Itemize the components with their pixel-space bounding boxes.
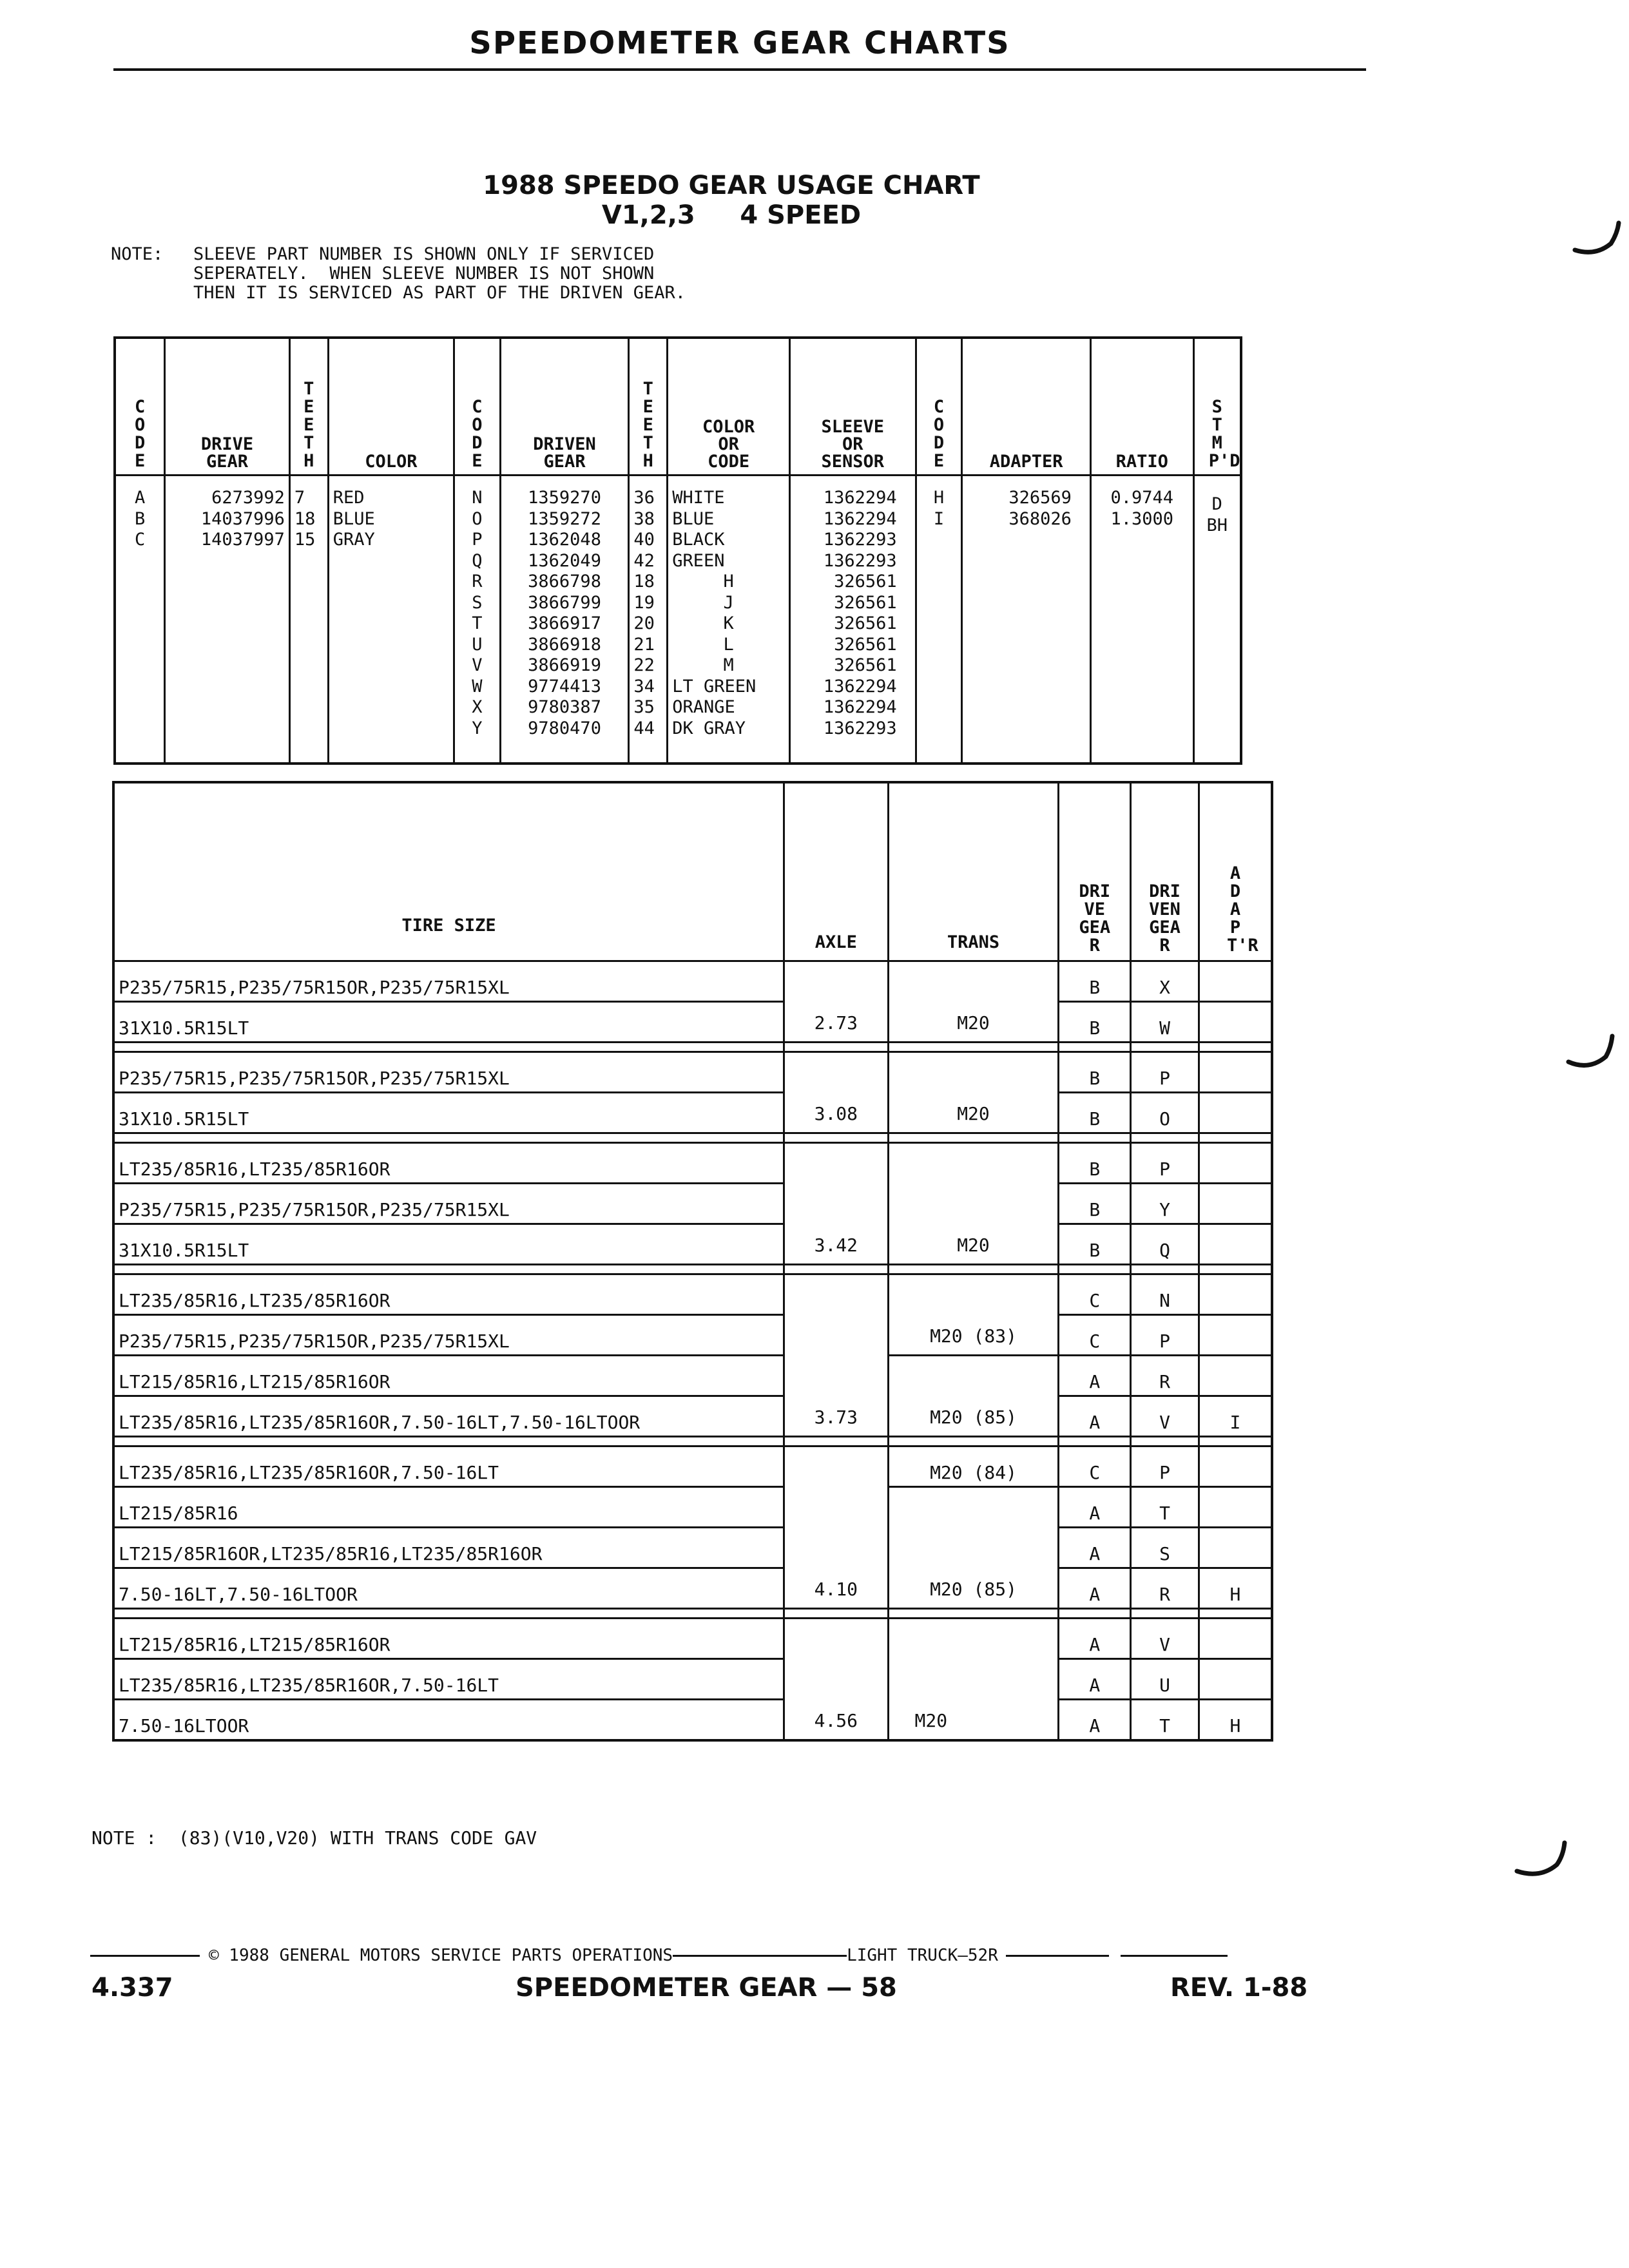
driven-gear-number: 3866798 — [528, 572, 601, 591]
drive-gear-code: A — [1059, 1396, 1131, 1437]
page-section: SPEEDOMETER GEAR — 58 — [516, 1973, 897, 2003]
driven-teeth: 42 — [633, 550, 655, 571]
footer-rule — [673, 1955, 847, 1957]
trans-code: M20 — [888, 1052, 1059, 1133]
header-teeth-2: TEETH — [629, 338, 668, 476]
driven-teeth: 20 — [633, 613, 655, 633]
table-row — [113, 1184, 1272, 1224]
usage-chart-title — [361, 171, 1102, 230]
group-separator — [113, 1043, 1272, 1052]
header-color: COLOR — [328, 338, 454, 476]
tire-size: P235/75R15,P235/75R15OR,P235/75R15XL — [113, 1315, 784, 1356]
sleeve-number: 326561 — [834, 572, 897, 591]
driven-code: O — [472, 508, 483, 529]
driven-code: V — [472, 655, 483, 675]
tire-size: LT215/85R16,LT215/85R16OR — [113, 1356, 784, 1396]
tire-header-row — [113, 782, 1272, 961]
driven-color: GREEN — [672, 550, 725, 571]
table-row — [113, 1487, 1272, 1528]
note-line: SEPERATELY. WHEN SLEEVE NUMBER IS NOT SHOWN — [193, 264, 655, 284]
sleeve-number: 1362294 — [823, 697, 897, 717]
trans-code: M20 — [888, 961, 1059, 1043]
driven-gear-code: O — [1131, 1093, 1199, 1133]
sleeve-number: 326561 — [834, 613, 897, 633]
adapter-code-column — [916, 476, 962, 764]
driven-color: BLUE — [672, 508, 715, 529]
axle-ratio: 2.73 — [784, 961, 888, 1043]
note-label: NOTE: — [111, 244, 164, 264]
trans-note: NOTE : (83)(V10,V20) WITH TRANS CODE GAV — [92, 1827, 537, 1849]
driven-gear-code: Q — [1131, 1224, 1199, 1265]
drive-code-column — [115, 476, 165, 764]
footer-copyright-line — [90, 1946, 1340, 1965]
adapter-code — [1199, 1184, 1272, 1224]
tire-size: P235/75R15,P235/75R15OR,P235/75R15XL — [113, 1184, 784, 1224]
tire-size-table — [112, 781, 1273, 1742]
drive-teeth: 18 — [294, 508, 316, 529]
driven-teeth: 21 — [633, 634, 655, 655]
driven-color: DK GRAY — [672, 718, 746, 738]
note-line: THEN IT IS SERVICED AS PART OF THE DRIVEN GEAR. — [193, 283, 686, 303]
drive-gear-code: A — [1059, 1700, 1131, 1741]
tire-table-body — [113, 961, 1272, 1741]
usage-header-row — [115, 338, 1241, 476]
driven-gear-number: 3866917 — [528, 613, 601, 633]
header-drive-gear: DRIVE GEAR — [165, 338, 290, 476]
stmpd-column — [1193, 476, 1241, 764]
group-separator — [113, 1437, 1272, 1446]
page-header — [113, 21, 1366, 71]
group-separator — [113, 1609, 1272, 1619]
tire-size: LT235/85R16,LT235/85R16OR — [113, 1274, 784, 1315]
margin-mark — [1566, 1031, 1617, 1076]
tire-size: 7.50-16LTOOR — [113, 1700, 784, 1741]
driven-code: W — [472, 676, 483, 697]
trans-code: M20 (85) — [888, 1487, 1059, 1609]
table-row — [113, 961, 1272, 1002]
ratio-value: 1.3000 — [1110, 508, 1173, 529]
adapter-code — [1199, 1143, 1272, 1184]
driven-teeth: 22 — [633, 655, 655, 675]
drive-gear-code: A — [1059, 1487, 1131, 1528]
adapter-code: H — [933, 488, 945, 508]
drive-code: B — [134, 508, 146, 529]
tire-size: LT215/85R16 — [113, 1487, 784, 1528]
drive-teeth: 7 — [294, 488, 305, 508]
sleeve-number: 1362294 — [823, 488, 897, 508]
driven-teeth: 19 — [633, 592, 655, 613]
sleeve-number: 326561 — [834, 592, 897, 613]
header-teeth: TEETH — [289, 338, 328, 476]
sleeve-number: 1362294 — [823, 508, 897, 529]
header-code: CODE — [115, 338, 165, 476]
table-row — [113, 1446, 1272, 1487]
driven-gear-code: P — [1131, 1143, 1199, 1184]
page-title: SPEEDOMETER GEAR CHARTS — [469, 25, 1010, 61]
header-code-3: CODE — [916, 338, 962, 476]
header-sleeve-or-sensor: SLEEVE OR SENSOR — [789, 338, 916, 476]
adapter-code — [1199, 1315, 1272, 1356]
driven-gear-code: U — [1131, 1659, 1199, 1700]
tire-size: 7.50-16LT,7.50-16LTOOR — [113, 1568, 784, 1609]
driven-gear-code: T — [1131, 1700, 1199, 1741]
adapter-code: I — [1199, 1396, 1272, 1437]
driven-color: BLACK — [672, 530, 725, 550]
group-separator — [113, 1133, 1272, 1143]
drive-color: RED — [333, 488, 365, 508]
adapter-code — [1199, 1274, 1272, 1315]
header-color-or-code: COLOR OR CODE — [668, 338, 790, 476]
gear-usage-table — [113, 336, 1242, 765]
adapter-code — [1199, 1356, 1272, 1396]
trans-code: M20 (83) — [888, 1274, 1059, 1356]
adapter-code: I — [933, 508, 945, 529]
axle-ratio: 4.10 — [784, 1446, 888, 1609]
trans-code: M20 — [888, 1143, 1059, 1265]
driven-teeth: 44 — [633, 718, 655, 738]
footer-rule — [90, 1955, 200, 1957]
driven-gear-code: S — [1131, 1528, 1199, 1568]
ratio-value: 0.9744 — [1110, 488, 1173, 508]
tire-size: LT235/85R16,LT235/85R16OR,7.50-16LT,7.50-16LTOOR — [113, 1396, 784, 1437]
drive-gear-code: A — [1059, 1528, 1131, 1568]
series-text: LIGHT TRUCK—52R — [847, 1946, 998, 1965]
driven-gear-code: W — [1131, 1002, 1199, 1043]
drive-color: BLUE — [333, 508, 375, 529]
driven-gear-code: V — [1131, 1396, 1199, 1437]
usage-body-row — [115, 476, 1241, 764]
driven-gear-number: 1362049 — [528, 550, 601, 571]
driven-color: ORANGE — [672, 697, 735, 717]
table-row — [113, 1700, 1272, 1741]
tire-size: 31X10.5R15LT — [113, 1002, 784, 1043]
driven-code: U — [472, 634, 483, 655]
driven-gear-code: Y — [1131, 1184, 1199, 1224]
drive-gear-code: B — [1059, 1224, 1131, 1265]
sleeve-number: 326561 — [834, 655, 897, 675]
driven-code: P — [472, 530, 483, 550]
drive-gear-number: 14037997 — [200, 530, 285, 550]
drive-gear-code: B — [1059, 1093, 1131, 1133]
trans-code: M20 — [888, 1619, 1059, 1741]
driven-gear-code: V — [1131, 1619, 1199, 1659]
note-lines — [193, 245, 941, 303]
sleeve-number: 1362294 — [823, 676, 897, 697]
sleeve-number: 1362293 — [823, 530, 897, 550]
table-row — [113, 1356, 1272, 1396]
driven-color: LT GREEN — [672, 676, 757, 697]
driven-code: T — [472, 613, 483, 633]
table-row — [113, 1093, 1272, 1133]
driven-color: K — [723, 613, 734, 633]
adapter-code — [1199, 1093, 1272, 1133]
header-trans: TRANS — [888, 782, 1059, 961]
driven-code: S — [472, 592, 483, 613]
driven-color: M — [723, 655, 734, 675]
drive-gear-code: B — [1059, 1052, 1131, 1093]
header-adaptr: ADAPT'R — [1199, 782, 1272, 961]
adapter-number: 368026 — [1008, 508, 1072, 529]
stmpd-value: BH — [1206, 515, 1228, 535]
driven-gear-number: 9780387 — [528, 697, 601, 717]
driven-gear-number: 9780470 — [528, 718, 601, 738]
table-row — [113, 1143, 1272, 1184]
usage-chart-title-line2: V1,2,3 4 SPEED — [601, 200, 862, 230]
drive-gear-code: B — [1059, 1002, 1131, 1043]
adapter-code: H — [1199, 1700, 1272, 1741]
margin-mark — [1514, 1836, 1572, 1888]
driven-gear-code: T — [1131, 1487, 1199, 1528]
note-line: SLEEVE PART NUMBER IS SHOWN ONLY IF SERVICED — [193, 244, 655, 264]
adapter-code — [1199, 1619, 1272, 1659]
driven-color: WHITE — [672, 488, 725, 508]
driven-code: X — [472, 697, 483, 717]
margin-mark — [1572, 219, 1624, 264]
adapter-code — [1199, 961, 1272, 1002]
driven-gear-code: P — [1131, 1315, 1199, 1356]
tire-size: 31X10.5R15LT — [113, 1093, 784, 1133]
adapter-code: H — [1199, 1568, 1272, 1609]
table-row — [113, 1659, 1272, 1700]
group-separator — [113, 1265, 1272, 1274]
adapter-code — [1199, 1487, 1272, 1528]
sleeve-number: 1362293 — [823, 718, 897, 738]
page-number-left: 4.337 — [92, 1973, 173, 2003]
driven-gear-code: P — [1131, 1446, 1199, 1487]
table-row — [113, 1568, 1272, 1609]
header-driven-gear: DRIVEN GEAR — [500, 338, 629, 476]
adapter-code — [1199, 1528, 1272, 1568]
header-drive-gear-2: DRIVE GEAR — [1059, 782, 1131, 961]
drive-gear-code: C — [1059, 1274, 1131, 1315]
driven-gear-number: 3866799 — [528, 592, 601, 613]
sleeve-number: 1362293 — [823, 550, 897, 571]
trans-code: M20 (85) — [888, 1356, 1059, 1437]
driven-teeth: 38 — [633, 508, 655, 529]
adapter-code — [1199, 1224, 1272, 1265]
driven-teeth: 18 — [633, 572, 655, 591]
axle-ratio: 3.73 — [784, 1274, 888, 1437]
usage-chart-title-line1: 1988 SPEEDO GEAR USAGE CHART — [483, 171, 980, 200]
table-row — [113, 1002, 1272, 1043]
tire-size: LT235/85R16,LT235/85R16OR — [113, 1143, 784, 1184]
sleeve-number: 326561 — [834, 634, 897, 655]
driven-gear-number: 1359272 — [528, 508, 601, 529]
driven-code: Q — [472, 550, 483, 571]
driven-teeth-column — [629, 476, 668, 764]
table-row — [113, 1224, 1272, 1265]
drive-gear-number: 14037996 — [200, 508, 285, 529]
tire-size: P235/75R15,P235/75R15OR,P235/75R15XL — [113, 961, 784, 1002]
table-row — [113, 1052, 1272, 1093]
drive-gear-code: A — [1059, 1568, 1131, 1609]
revision: REV. 1-88 — [1170, 1973, 1308, 2003]
drive-color-column — [328, 476, 454, 764]
tire-size: LT235/85R16,LT235/85R16OR,7.50-16LT — [113, 1659, 784, 1700]
tire-size: 31X10.5R15LT — [113, 1224, 784, 1265]
adapter-code — [1199, 1002, 1272, 1043]
drive-gear-code: A — [1059, 1659, 1131, 1700]
header-stmpd: STMP'D — [1193, 338, 1241, 476]
drive-color: GRAY — [333, 530, 375, 550]
drive-gear-code: B — [1059, 961, 1131, 1002]
drive-gear-code: A — [1059, 1356, 1131, 1396]
axle-ratio: 3.08 — [784, 1052, 888, 1133]
driven-color: L — [723, 634, 734, 655]
trans-code: M20 (84) — [888, 1446, 1059, 1487]
tire-size: LT215/85R16,LT215/85R16OR — [113, 1619, 784, 1659]
table-row — [113, 1528, 1272, 1568]
adapter-column — [962, 476, 1091, 764]
header-tire-size: TIRE SIZE — [113, 782, 784, 961]
table-row — [113, 1315, 1272, 1356]
adapter-code — [1199, 1659, 1272, 1700]
drive-teeth-column — [289, 476, 328, 764]
ratio-column — [1090, 476, 1193, 764]
header-code-2: CODE — [454, 338, 501, 476]
drive-gear-code: C — [1059, 1446, 1131, 1487]
driven-code: Y — [472, 718, 483, 738]
tire-size: LT215/85R16OR,LT235/85R16,LT235/85R16OR — [113, 1528, 784, 1568]
drive-gear-code: C — [1059, 1315, 1131, 1356]
header-adapter: ADAPTER — [962, 338, 1091, 476]
driven-teeth: 40 — [633, 530, 655, 550]
driven-gear-number: 1362048 — [528, 530, 601, 550]
header-driven-gear-2: DRIVEN GEAR — [1131, 782, 1199, 961]
driven-gear-code: R — [1131, 1568, 1199, 1609]
driven-gear-number: 1359270 — [528, 488, 601, 508]
driven-gear-code: P — [1131, 1052, 1199, 1093]
table-row — [113, 1619, 1272, 1659]
drive-gear-column — [165, 476, 290, 764]
driven-teeth: 34 — [633, 676, 655, 697]
header-ratio: RATIO — [1090, 338, 1193, 476]
adapter-code — [1199, 1446, 1272, 1487]
axle-ratio: 3.42 — [784, 1143, 888, 1265]
driven-gear-number: 9774413 — [528, 676, 601, 697]
header-axle: AXLE — [784, 782, 888, 961]
driven-gear-number: 3866919 — [528, 655, 601, 675]
stmpd-value: D — [1211, 494, 1222, 514]
drive-gear-code: A — [1059, 1619, 1131, 1659]
copyright-text: © 1988 GENERAL MOTORS SERVICE PARTS OPERATIONS — [209, 1946, 673, 1965]
footer-rule — [1121, 1955, 1228, 1957]
drive-code: C — [134, 530, 146, 550]
axle-ratio: 4.56 — [784, 1619, 888, 1741]
adapter-code — [1199, 1052, 1272, 1093]
driven-gear-code: X — [1131, 961, 1199, 1002]
tire-size: P235/75R15,P235/75R15OR,P235/75R15XL — [113, 1052, 784, 1093]
driven-teeth: 35 — [633, 697, 655, 717]
driven-gear-code: N — [1131, 1274, 1199, 1315]
table-row — [113, 1274, 1272, 1315]
table-row — [113, 1396, 1272, 1437]
driven-code-column — [454, 476, 501, 764]
footer-rule — [1006, 1955, 1109, 1957]
drive-gear-code: B — [1059, 1143, 1131, 1184]
driven-teeth: 36 — [633, 488, 655, 508]
driven-gear-code: R — [1131, 1356, 1199, 1396]
driven-code: R — [472, 572, 483, 591]
drive-code: A — [134, 488, 146, 508]
drive-teeth: 15 — [294, 530, 316, 550]
driven-color: J — [723, 592, 734, 613]
driven-gear-column — [500, 476, 629, 764]
driven-color: H — [723, 572, 734, 591]
drive-gear-code: B — [1059, 1184, 1131, 1224]
sleeve-column — [789, 476, 916, 764]
tire-size: LT235/85R16,LT235/85R16OR,7.50-16LT — [113, 1446, 784, 1487]
driven-code: N — [472, 488, 483, 508]
drive-gear-number: 6273992 — [211, 488, 285, 508]
header-rule — [113, 68, 1366, 71]
adapter-number: 326569 — [1008, 488, 1072, 508]
driven-gear-number: 3866918 — [528, 634, 601, 655]
driven-color-column — [668, 476, 790, 764]
